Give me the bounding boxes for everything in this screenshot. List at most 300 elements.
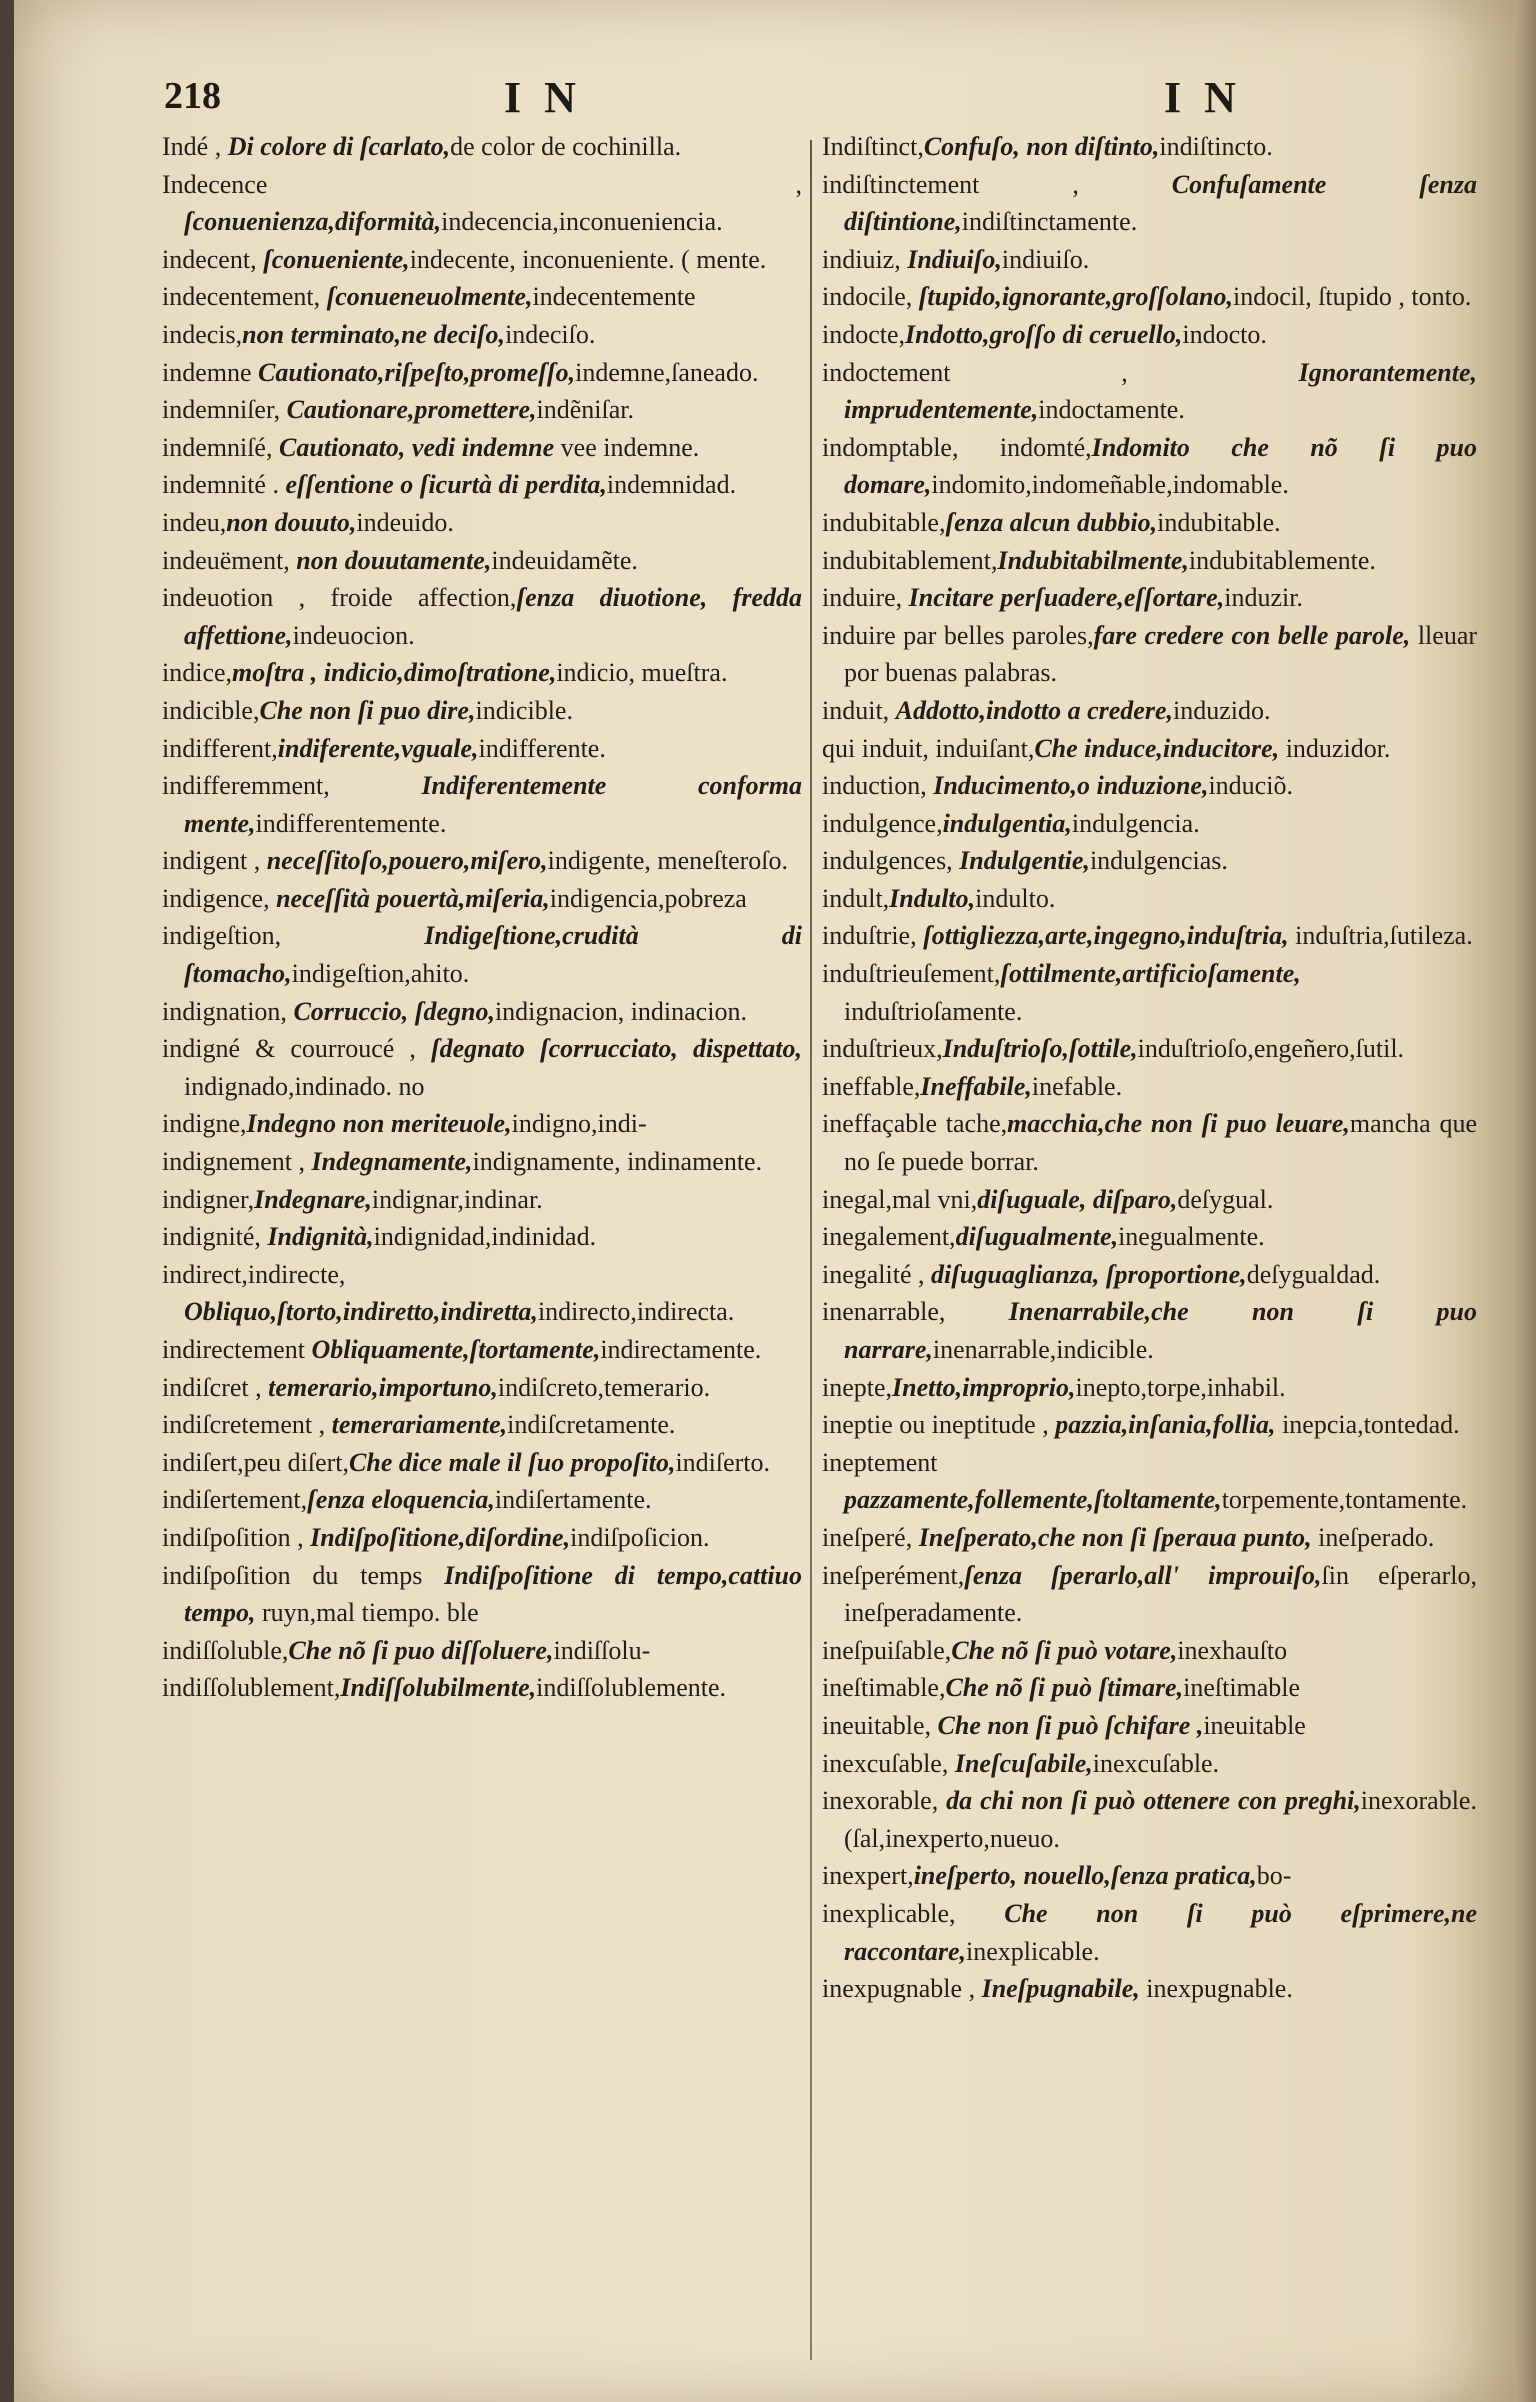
headword: indice,: [162, 658, 233, 688]
headword: indigné & courroucé ,: [162, 1034, 431, 1064]
headword: indifferemment,: [162, 771, 422, 801]
page-header: [164, 70, 1464, 130]
italian-gloss: non douutamente,: [296, 545, 492, 575]
italian-gloss: Di colore di ſcarlato,: [227, 132, 451, 161]
spanish-gloss: indubitable.: [1157, 507, 1281, 537]
headword: induſtrieuſement,: [822, 959, 1001, 989]
dictionary-entry: [822, 1256, 1477, 1294]
dictionary-entry: [822, 1970, 1477, 2008]
italian-gloss: Indiſpoſitione di tempo,cattiuo tempo,: [184, 1560, 802, 1628]
dictionary-entry: [162, 391, 802, 429]
italian-gloss: Ineſcuſabile,: [954, 1748, 1093, 1778]
headword: ineffaçable tache,: [822, 1109, 1008, 1139]
dictionary-entry: [822, 1293, 1477, 1368]
italian-gloss: ſenza eloquencia,: [307, 1485, 495, 1515]
spanish-gloss: ineſtimable: [1183, 1673, 1301, 1703]
spanish-gloss: indiſcretamente.: [507, 1410, 676, 1440]
headword: indiſpoſition ,: [162, 1522, 311, 1552]
italian-gloss: Che induce,inducitore,: [1034, 733, 1280, 763]
dictionary-entry: [822, 1218, 1477, 1256]
dictionary-entry: [162, 1143, 802, 1181]
spanish-gloss: deſygual.: [1177, 1184, 1274, 1214]
dictionary-entry: [822, 805, 1477, 843]
headword: indoctement ,: [822, 357, 1299, 387]
headword: indirectement: [162, 1335, 312, 1364]
spanish-gloss: indeuidamẽte.: [491, 545, 638, 575]
italian-gloss: eſſentione o ſicurtà di perdita,: [285, 470, 607, 500]
headword: indemnité .: [162, 470, 286, 500]
italian-gloss: pazzia,inſania,follia,: [1055, 1410, 1276, 1440]
dictionary-entry: [822, 1369, 1477, 1407]
spanish-gloss: indiſſolublemente.: [536, 1673, 727, 1703]
headword: indeuëment,: [162, 545, 297, 575]
spanish-gloss: induzido.: [1173, 695, 1271, 725]
italian-gloss: Incitare perſuadere,eſſortare,: [908, 583, 1225, 613]
spanish-gloss: indeuocion.: [292, 620, 415, 650]
italian-gloss: Che non ſi puo dire,: [259, 695, 476, 725]
italian-gloss: Indignità,: [267, 1222, 374, 1252]
headword: indiſertement,: [162, 1485, 308, 1515]
spanish-gloss: mancha que no ſe puede borrar.: [844, 1109, 1477, 1177]
headword: induire,: [822, 583, 909, 613]
headword: indecent,: [162, 244, 264, 274]
spanish-gloss: indignidad,indinidad.: [373, 1222, 597, 1252]
dictionary-entry: [822, 542, 1477, 580]
dictionary-entry: [162, 692, 802, 730]
italian-gloss: Cautionare,promettere,: [286, 395, 537, 425]
running-head-right: I N: [1164, 73, 1242, 122]
spanish-gloss: indiſtinctamente.: [961, 207, 1138, 237]
headword: indiſcretement ,: [162, 1410, 332, 1440]
italian-gloss: Indegnare,: [254, 1184, 372, 1214]
spanish-gloss: indicible.: [475, 695, 573, 725]
spanish-gloss: indicio, mueſtra.: [556, 658, 728, 688]
headword: indicible,: [162, 695, 260, 725]
italian-gloss: Confuſo, non diſtinto,: [923, 132, 1160, 161]
spanish-gloss: indẽniſar.: [536, 395, 634, 425]
spanish-gloss: inenarrable,indicible.: [932, 1335, 1154, 1364]
dictionary-entry: [822, 1857, 1477, 1895]
italian-gloss: Ignorantemente, imprudentemente,: [844, 357, 1477, 425]
headword: ineſtimable,: [822, 1673, 946, 1703]
spanish-gloss: indiſertamente.: [494, 1485, 652, 1515]
column-divider: [810, 140, 812, 2360]
italian-gloss: Obliquamente,ſtortamente,: [311, 1335, 601, 1364]
spanish-gloss: indiuiſo.: [1001, 244, 1090, 274]
headword: indiuiz,: [822, 244, 908, 274]
italian-gloss: ſconuenienza,diformità,: [184, 207, 442, 237]
spanish-gloss: induſtrioſo,engeñero,ſutil.: [1137, 1034, 1405, 1064]
dictionary-entry: [822, 316, 1477, 354]
italian-gloss: macchia,che non ſi puo leuare,: [1007, 1109, 1350, 1139]
dictionary-entry: [822, 1632, 1477, 1670]
italian-gloss: Che nõ ſi può ſtimare,: [945, 1673, 1184, 1703]
dictionary-entry: [162, 654, 802, 692]
headword: induire par belles paroles,: [822, 620, 1094, 650]
spanish-gloss: indocto.: [1182, 319, 1267, 349]
dictionary-entry: [162, 1369, 802, 1407]
italian-gloss: Inetto,improprio,: [892, 1372, 1076, 1402]
dictionary-entry: [822, 880, 1477, 918]
dictionary-entry: [162, 278, 802, 316]
headword: indemne: [162, 357, 259, 387]
italian-gloss: Inducimento,o induzione,: [933, 771, 1209, 801]
spanish-gloss: induzidor.: [1279, 733, 1391, 763]
italian-gloss: ſenza alcun dubbio,: [945, 507, 1158, 537]
dictionary-entry: [162, 128, 802, 166]
dictionary-entry: [162, 579, 802, 654]
spanish-gloss: indiſerto.: [675, 1447, 771, 1477]
headword: indomptable, indomté,: [822, 432, 1092, 462]
italian-gloss: da chi non ſi può ottenere con preghi,: [946, 1786, 1361, 1816]
headword: induit,: [822, 695, 896, 725]
dictionary-entry: [822, 1105, 1477, 1180]
headword: indirect,indirecte,: [162, 1259, 346, 1289]
spanish-gloss: indirecto,indirecta.: [537, 1297, 735, 1327]
headword: indocile,: [822, 282, 919, 312]
italian-gloss: ineſperto, nouello,ſenza pratica,: [913, 1861, 1257, 1891]
italian-gloss: neceſſitoſo,pouero,miſero,: [266, 846, 548, 876]
spanish-gloss: indignacion, indinacion.: [494, 996, 747, 1026]
spanish-gloss: inepcia,tontedad.: [1275, 1410, 1460, 1440]
page-number: 218: [164, 75, 221, 117]
italian-gloss: Indegno non meriteuole,: [246, 1109, 512, 1139]
italian-gloss: Indiſſolubilmente,: [340, 1673, 537, 1703]
headword: Indecence ,: [162, 169, 802, 199]
spanish-gloss: indecentemente: [532, 282, 696, 312]
headword: Indé ,: [162, 132, 228, 161]
italian-gloss: Ineſpugnabile,: [981, 1974, 1140, 2004]
spanish-gloss: inexpugnable.: [1139, 1974, 1293, 2004]
headword: indigent ,: [162, 846, 267, 876]
spanish-gloss: indomito,indomeñable,indomable.: [931, 470, 1289, 500]
spanish-gloss: indeuido.: [356, 507, 454, 537]
dictionary-entry: [162, 466, 802, 504]
dictionary-entry: [162, 1181, 802, 1219]
italian-gloss: ſconueniente,: [263, 244, 410, 274]
dictionary-entry: [822, 767, 1477, 805]
dictionary-entry: [822, 1068, 1477, 1106]
spanish-gloss: indifferente.: [478, 733, 606, 763]
dictionary-entry: [822, 955, 1477, 1030]
italian-gloss: diſuguale, diſparo,: [977, 1184, 1178, 1214]
spanish-gloss: induciõ.: [1208, 771, 1293, 801]
dictionary-entry: [162, 504, 802, 542]
spanish-gloss: indiſſolu-: [553, 1635, 651, 1665]
headword: inegalement,: [822, 1222, 956, 1252]
italian-gloss: Che non ſi può eſprimere,ne raccontare,: [844, 1898, 1477, 1966]
spanish-gloss: indignado,indinado. no: [184, 1071, 425, 1101]
spanish-gloss: indecencia,inconueniencia.: [441, 207, 723, 237]
spanish-gloss: indignamente, indinamente.: [472, 1147, 763, 1177]
spanish-gloss: bo-: [1256, 1861, 1292, 1891]
headword: indigence,: [162, 883, 277, 913]
headword: indigeſtion,: [162, 921, 425, 951]
spanish-gloss: de color de cochinilla.: [450, 132, 682, 161]
headword: indulgences,: [822, 846, 960, 876]
spanish-gloss: ſin eſperarlo, ineſperadamente.: [844, 1560, 1477, 1628]
italian-gloss: non douuto,: [226, 507, 357, 537]
dictionary-entry: [162, 1256, 802, 1331]
headword: indifferent,: [162, 733, 278, 763]
left-column: [162, 128, 802, 2378]
headword: induſtrie,: [822, 921, 924, 951]
dictionary-entry: [162, 730, 802, 768]
spanish-gloss: torpemente,tontamente.: [1221, 1485, 1468, 1515]
spanish-gloss: indulgencias.: [1089, 846, 1228, 876]
dictionary-entry: [162, 166, 802, 241]
dictionary-entry: [162, 842, 802, 880]
spanish-gloss: ruyn,mal tiempo. ble: [255, 1598, 479, 1628]
spanish-gloss: indirectamente.: [600, 1335, 762, 1364]
spanish-gloss: indocil, ſtupido , tonto.: [1232, 282, 1472, 312]
spanish-gloss: indoctamente.: [1038, 395, 1185, 425]
dictionary-entry: [162, 767, 802, 842]
dictionary-entry: [822, 617, 1477, 692]
headword: ineſpuiſable,: [822, 1635, 952, 1665]
spanish-gloss: ineuitable: [1203, 1710, 1306, 1740]
headword: induction,: [822, 771, 934, 801]
headword: ineſperé,: [822, 1522, 919, 1552]
spanish-gloss: induzir.: [1224, 583, 1303, 613]
headword: indiſpoſition du temps: [162, 1560, 445, 1590]
italian-gloss: neceſſità pouertà,miſeria,: [276, 883, 550, 913]
spanish-gloss: lleuar por buenas palabras.: [844, 620, 1477, 688]
italian-gloss: Ineffabile,: [920, 1071, 1032, 1101]
dictionary-entry: [822, 354, 1477, 429]
dictionary-entry: [162, 1030, 802, 1105]
italian-gloss: fare credere con belle parole,: [1093, 620, 1411, 650]
italian-gloss: indulgentia,: [942, 808, 1072, 838]
dictionary-entry: [822, 429, 1477, 504]
dictionary-entry: [162, 1519, 802, 1557]
headword: ineuitable,: [822, 1710, 938, 1740]
dictionary-entry: [822, 1519, 1477, 1557]
italian-gloss: pazzamente,follemente,ſtoltamente,: [844, 1485, 1222, 1515]
spanish-gloss: inegualmente.: [1118, 1222, 1265, 1252]
spanish-gloss: inexhauſto: [1177, 1635, 1288, 1665]
dictionary-entry: [822, 166, 1477, 241]
headword: indocte,: [822, 319, 906, 349]
spanish-gloss: indiſtincto.: [1159, 132, 1273, 161]
dictionary-entry: [162, 1632, 802, 1670]
headword: indignement ,: [162, 1147, 312, 1177]
dictionary-entry: [162, 1105, 802, 1143]
headword: induſtrieux,: [822, 1034, 943, 1064]
headword: indiſcret ,: [162, 1372, 269, 1402]
headword: indemniſer,: [162, 395, 287, 425]
headword: indult,: [822, 883, 890, 913]
italian-gloss: moſtra , indicio,dimoſtratione,: [232, 658, 557, 688]
headword: indignation,: [162, 996, 294, 1026]
headword: indulgence,: [822, 808, 943, 838]
italian-gloss: indiferente,vguale,: [277, 733, 479, 763]
italian-gloss: temerariamente,: [331, 1410, 508, 1440]
dictionary-entry: [822, 241, 1477, 279]
italian-gloss: Cautionato,riſpeſto,promeſſo,: [258, 357, 576, 387]
italian-gloss: Indiſpoſitione,diſordine,: [310, 1522, 571, 1552]
headword: Indiſtinct,: [822, 132, 924, 161]
dictionary-entry: [162, 241, 802, 279]
dictionary-entry: [822, 1669, 1477, 1707]
dictionary-entry: [162, 354, 802, 392]
spanish-gloss: indiſpoſicion.: [570, 1522, 710, 1552]
italian-gloss: Ineſperato,che non ſi ſperaua punto,: [918, 1522, 1312, 1552]
dictionary-entry: [162, 1331, 802, 1369]
spanish-gloss: inepto,torpe,inhabil.: [1075, 1372, 1286, 1402]
italian-gloss: Obliquo,ſtorto,indiretto,indiretta,: [184, 1297, 538, 1327]
spanish-gloss: indecente, inconueniente. ( mente.: [409, 244, 767, 274]
italian-gloss: Che nõ ſi puo diſſoluere,: [288, 1635, 554, 1665]
spanish-gloss: ineſperado.: [1311, 1522, 1435, 1552]
dictionary-entry: [162, 542, 802, 580]
spanish-gloss: indiſcreto,temerario.: [497, 1372, 711, 1402]
headword: ineffable,: [822, 1071, 921, 1101]
dictionary-entry: [162, 993, 802, 1031]
dictionary-entry: [162, 316, 802, 354]
italian-gloss: Induſtrioſo,ſottile,: [942, 1034, 1138, 1064]
dictionary-entry: [162, 880, 802, 918]
italian-gloss: ſdegnato ſcorrucciato, dispettato,: [430, 1034, 802, 1064]
spanish-gloss: indemne,ſaneado.: [575, 357, 759, 387]
spanish-gloss: indignar,indinar.: [371, 1184, 543, 1214]
headword: inexpugnable ,: [822, 1974, 982, 2004]
italian-gloss: non terminato,ne deciſo,: [242, 319, 506, 349]
italian-gloss: Indotto,groſſo di ceruello,: [905, 319, 1183, 349]
dictionary-entry: [822, 1745, 1477, 1783]
italian-gloss: temerario,importuno,: [268, 1372, 498, 1402]
dictionary-entry: [822, 128, 1477, 166]
italian-gloss: Che dice male il ſuo propoſito,: [349, 1447, 676, 1477]
headword: inexplicable,: [822, 1898, 1005, 1928]
headword: indubitablement,: [822, 545, 998, 575]
italian-gloss: Indiferentemente conforma mente,: [184, 771, 802, 838]
dictionary-entry: [162, 429, 802, 467]
spanish-gloss: indemnidad.: [606, 470, 737, 500]
dictionary-entry: [822, 842, 1477, 880]
headword: indeuotion , froide affection,: [162, 583, 517, 613]
headword: qui induit, induiſant,: [822, 733, 1035, 763]
dictionary-entry: [822, 579, 1477, 617]
dictionary-entry: [162, 917, 802, 992]
spanish-gloss: induſtria,ſutileza.: [1288, 921, 1473, 951]
headword: inenarrable,: [822, 1297, 1009, 1327]
dictionary-entry: [822, 1444, 1477, 1519]
italian-gloss: Indomito che nõ ſi puo domare,: [844, 432, 1477, 500]
headword: inexcuſable,: [822, 1748, 955, 1778]
running-head-left: I N: [504, 73, 582, 122]
headword: inexpert,: [822, 1861, 914, 1891]
headword: indemniſé,: [162, 432, 279, 462]
dictionary-entry: [162, 1557, 802, 1632]
spanish-gloss: inexorable. (ſal,inexperto,nueuo.: [844, 1786, 1477, 1853]
spanish-gloss: indifferentemente.: [255, 808, 447, 838]
spanish-gloss: deſygualdad.: [1246, 1259, 1381, 1289]
headword: indiſſoluble,: [162, 1635, 289, 1665]
dictionary-entry: [822, 692, 1477, 730]
headword: inexorable,: [822, 1786, 947, 1816]
italian-gloss: Inenarrabile,che non ſi puo narrare,: [844, 1297, 1477, 1364]
dictionary-entry: [822, 1895, 1477, 1970]
headword: indignité,: [162, 1222, 268, 1252]
italian-gloss: Confuſamente ſenza diſtintione,: [844, 169, 1477, 237]
dictionary-entry: [162, 1481, 802, 1519]
headword: indeu,: [162, 507, 227, 537]
italian-gloss: Indulgentie,: [959, 846, 1090, 876]
dictionary-entry: [822, 1782, 1477, 1857]
dictionary-entry: [162, 1218, 802, 1256]
italian-gloss: diſugualmente,: [955, 1222, 1119, 1252]
headword: indubitable,: [822, 507, 946, 537]
spanish-gloss: indeciſo.: [505, 319, 596, 349]
italian-gloss: Indulto,: [889, 883, 976, 913]
spanish-gloss: indubitablemente.: [1188, 545, 1376, 575]
dictionary-entry: [162, 1444, 802, 1482]
italian-gloss: Indubitabilmente,: [997, 545, 1189, 575]
italian-gloss: Che non ſi può ſchifare ,: [937, 1710, 1204, 1740]
spanish-gloss: inexplicable.: [966, 1936, 1100, 1966]
spanish-gloss: induſtrioſamente.: [844, 996, 1023, 1026]
spanish-gloss: indigno,indi-: [511, 1109, 647, 1139]
headword: ineptie ou ineptitude ,: [822, 1410, 1056, 1440]
dictionary-entry: [822, 1557, 1477, 1632]
italian-gloss: Indegnamente,: [311, 1147, 473, 1177]
italian-gloss: Indiuiſo,: [907, 244, 1002, 274]
spanish-gloss: inefable.: [1031, 1071, 1123, 1101]
dictionary-entry: [162, 1669, 802, 1707]
headword: indiſtinctement ,: [822, 169, 1172, 199]
headword: indiſert,peu diſert,: [162, 1447, 350, 1477]
spanish-gloss: vee indemne.: [554, 432, 700, 462]
dictionary-entry: [162, 1406, 802, 1444]
italian-gloss: Che nõ ſi può votare,: [951, 1635, 1178, 1665]
spanish-gloss: indulto.: [975, 883, 1056, 913]
spanish-gloss: indulgencia.: [1071, 808, 1200, 838]
italian-gloss: Addotto,indotto a credere,: [895, 695, 1173, 725]
right-column: [822, 128, 1477, 2378]
spanish-gloss: indigencia,pobreza: [549, 883, 747, 913]
headword: inepte,: [822, 1372, 893, 1402]
italian-gloss: Corruccio, ſdegno,: [293, 996, 495, 1026]
headword: inegalité ,: [822, 1259, 932, 1289]
italian-gloss: Cautionato, vedi indemne: [278, 432, 555, 462]
italian-gloss: Indigeſtione,crudità di ſtomacho,: [184, 921, 802, 989]
headword: indigner,: [162, 1184, 255, 1214]
dictionary-entry: [822, 917, 1477, 955]
dictionary-entry: [822, 730, 1477, 768]
dictionary-entry: [822, 1030, 1477, 1068]
italian-gloss: ſottilmente,artificioſamente,: [1000, 959, 1301, 989]
headword: indiſſolublement,: [162, 1673, 341, 1703]
italian-gloss: ſconueneuolmente,: [326, 282, 533, 312]
headword: indigne,: [162, 1109, 247, 1139]
headword: ineſperément,: [822, 1560, 965, 1590]
dictionary-entry: [822, 278, 1477, 316]
spanish-gloss: indigente, meneſteroſo.: [547, 846, 789, 876]
headword: indecis,: [162, 319, 243, 349]
headword: inegal,mal vni,: [822, 1184, 978, 1214]
spanish-gloss: inexcuſable.: [1092, 1748, 1220, 1778]
headword: indecentement,: [162, 282, 327, 312]
spanish-gloss: indigeſtion,ahito.: [291, 959, 470, 989]
italian-gloss: diſuguaglianza, ſproportione,: [931, 1259, 1247, 1289]
italian-gloss: ſenza ſperarlo,all' improuiſo,: [964, 1560, 1322, 1590]
dictionary-entry: [822, 504, 1477, 542]
dictionary-entry: [822, 1181, 1477, 1219]
italian-gloss: ſottigliezza,arte,ingegno,induſtria,: [923, 921, 1289, 951]
next-page-edge: [1514, 0, 1536, 2402]
dictionary-entry: [822, 1406, 1477, 1444]
